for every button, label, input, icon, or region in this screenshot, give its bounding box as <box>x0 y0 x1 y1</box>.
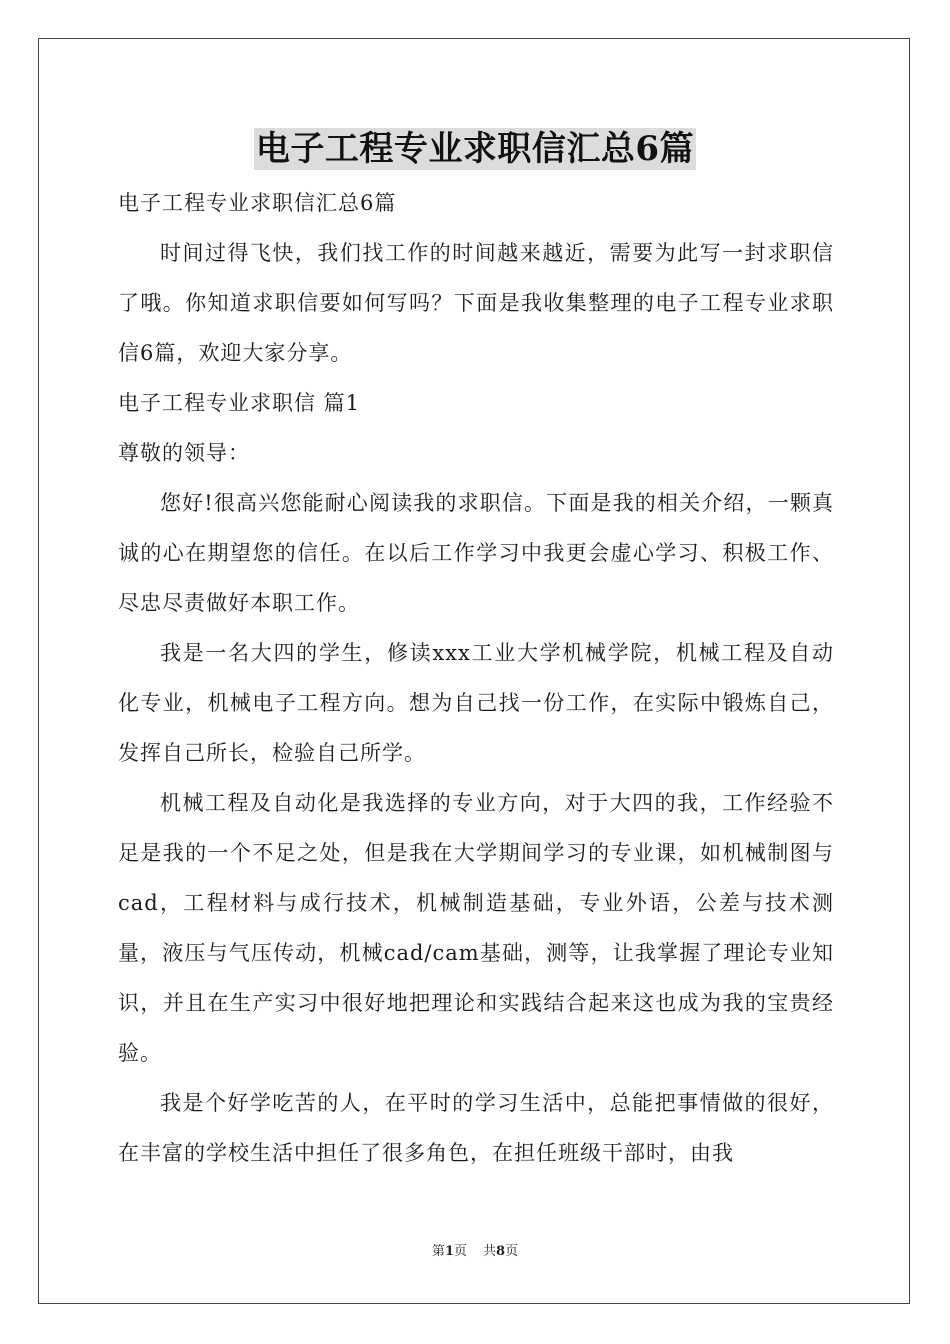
paragraph-major: 机械工程及自动化是我选择的专业方向，对于大四的我，工作经验不足是我的一个不足之处，但是我在大学期间学习的专业课，如机械制图与cad，工程材料与成行技术，机械制造基础，专业外语，公差与技术测量，液压与气压传动，机械cad/cam基础，测等，让我掌握了理论专业知识，并且在生产实习中很好地把理论和实践结合起来这也成为我的宝贵经验。 <box>118 791 834 1065</box>
paragraph-background: 我是一名大四的学生，修读xxx工业大学机械学院，机械工程及自动化专业，机械电子工程方向。想为自己找一份工作，在实际中锻炼自己，发挥自己所长，检验自己所学。 <box>118 641 834 765</box>
section-heading: 电子工程专业求职信 篇1 <box>118 391 361 415</box>
paragraph-greeting: 您好!很高兴您能耐心阅读我的求职信。下面是我的相关介绍，一颗真诚的心在期望您的信任。在以后工作学习中我更会虚心学习、积极工作、尽忠尽责做好本职工作。 <box>118 491 834 615</box>
page-prefix: 第 <box>431 1244 445 1259</box>
title-container <box>0 128 950 170</box>
total-pages: 8 <box>496 1244 506 1259</box>
salutation: 尊敬的领导： <box>118 441 250 465</box>
document-body <box>118 178 834 1178</box>
document-title: 电子工程专业求职信汇总6篇 <box>255 129 695 169</box>
total-suffix: 页 <box>505 1244 519 1259</box>
paragraph-subtitle: 电子工程专业求职信汇总6篇 <box>118 191 397 215</box>
page-suffix: 页 <box>453 1244 467 1259</box>
total-prefix: 共 <box>483 1244 497 1259</box>
page-number: 1 <box>444 1244 454 1259</box>
paragraph-personality: 我是个好学吃苦的人，在平时的学习生活中，总能把事情做的很好，在丰富的学校生活中担任了很多角色，在担任班级干部时，由我 <box>118 1091 834 1165</box>
page-footer <box>0 1244 950 1260</box>
paragraph-intro: 时间过得飞快，我们找工作的时间越来越近，需要为此写一封求职信了哦。你知道求职信要如何写吗？下面是我收集整理的电子工程专业求职信6篇，欢迎大家分享。 <box>118 241 834 365</box>
